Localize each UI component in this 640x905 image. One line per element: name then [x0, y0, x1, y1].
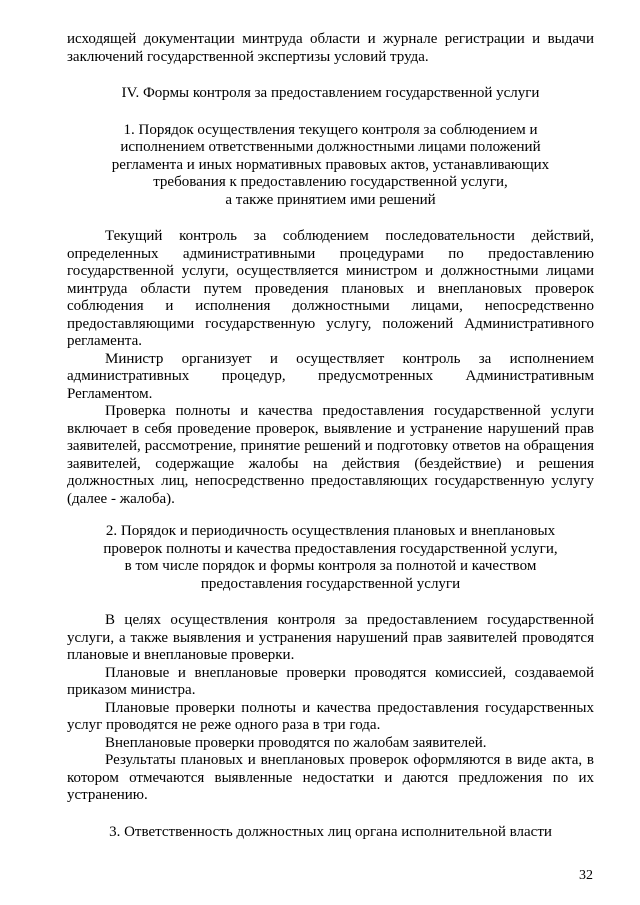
intro-line-1: исходящей документации минтруда области и журнале регистрации и выдачи [67, 31, 594, 47]
subsection-2-title-line: 2. Порядок и периодичность осуществления плановых и внеплановых [105, 523, 556, 539]
subsection-2-title-line: проверок полноты и качества предоставления государственной услуги, [103, 540, 558, 557]
subsection-2-title [67, 523, 594, 593]
paragraph-minister-control: Министр организует и осуществляет контроль за исполнением административных процедур, предусмотренных Административным Регламентом. [67, 350, 594, 402]
subsection-1-title-line: а также принятием ими решений [225, 191, 436, 208]
subsection-1-title [67, 122, 594, 210]
paragraph-commission: Плановые и внеплановые проверки проводятся комиссией, создаваемой приказом министра. [67, 664, 594, 698]
subsection-2-title-line: в том числе порядок и формы контроля за полнотой и качеством [124, 558, 537, 574]
paragraph-planned-frequency: Плановые проверки полноты и качества предоставления государственных услуг проводятся не реже одного раза в три года. [67, 699, 594, 733]
paragraph-unplanned-checks: Внеплановые проверки проводятся по жалобам заявителей. [105, 734, 487, 751]
page-number: 32 [579, 868, 593, 883]
subsection-2-title-line: предоставления государственной услуги [200, 575, 461, 592]
subsection-1-title-line: 1. Порядок осуществления текущего контроля за соблюдением и [123, 121, 538, 138]
subsection-3-title: 3. Ответственность должностных лиц органа исполнительной власти [109, 823, 552, 840]
subsection-1-title-line: исполнением ответственными должностными лицами положений [120, 139, 541, 155]
intro-line-2: заключений государственной экспертизы условий труда. [67, 48, 429, 65]
paragraph-control-purpose: В целях осуществления контроля за предоставлением государственной услуги, а также выявления и устранения нарушений прав заявителей проводятся плановые и внеплановые проверки. [67, 612, 594, 663]
section-title: IV. Формы контроля за предоставлением государственной услуги [121, 85, 540, 101]
subsection-1-title-line: регламента и иных нормативных правовых актов, устанавливающих [111, 156, 550, 173]
paragraph-current-control: Текущий контроль за соблюдением последовательности действий, определенных административными процедурами по предоставлению государственной услуги, осуществляется министром и должностными лицами минтруда области путем проведения плановых и внеплановых проверок соблюдения и исполнения должностными лицами, непосредственно предоставляющими государственную услугу, положений Административного регламента. [67, 228, 594, 349]
paragraph-quality-check: Проверка полноты и качества предоставления государственной услуги включает в себя проведение проверок, выявление и устранение нарушений прав заявителей, рассмотрение, принятие решений и подготовку ответов на обращения заявителей, содержащие жалобы на действия (бездействие) и решения должностных лиц, непосредственно предоставляющих государственную услугу (далее - жалоба). [67, 403, 594, 507]
subsection-1-title-line: требования к предоставлению государственной услуги, [153, 174, 508, 190]
paragraph-check-results: Результаты плановых и внеплановых проверок оформляются в виде акта, в котором отмечаются выявленные недостатки и даются предложения по их устранению. [67, 752, 594, 803]
